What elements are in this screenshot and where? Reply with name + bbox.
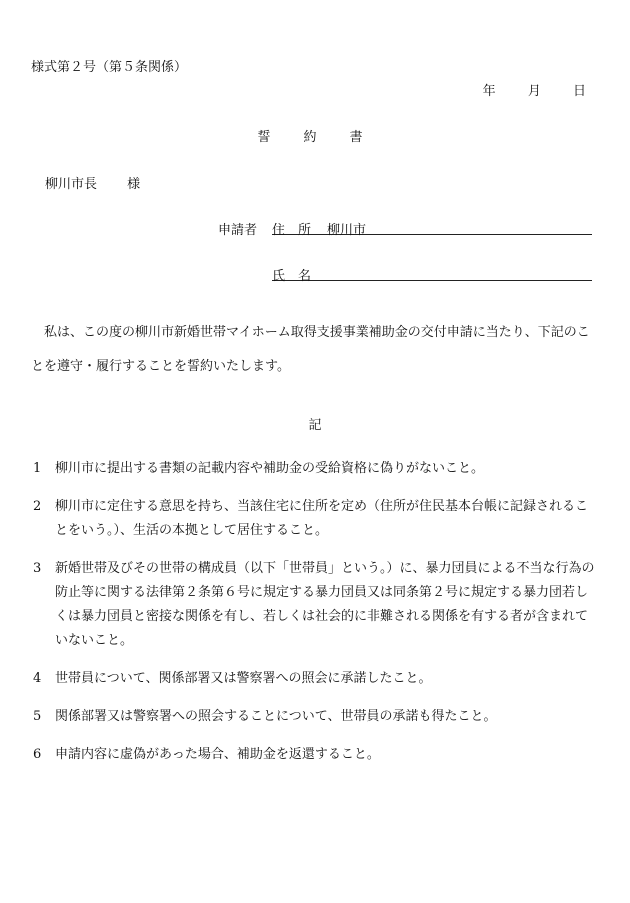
document-title: 誓 約 書 [257, 130, 373, 145]
address-value: 柳川市 [327, 223, 367, 238]
pledge-number: 2 [33, 499, 42, 514]
pledge-number: 4 [33, 671, 42, 686]
pledge-item [33, 743, 598, 767]
name-label: 氏 名 [272, 269, 312, 284]
pledge-text: 柳川市に提出する書類の記載内容や補助金の受給資格に偽りがないこと。 [55, 461, 485, 476]
date-day-label: 日 [572, 84, 586, 99]
address-field-line[interactable] [272, 218, 592, 235]
form-number: 様式第２号（第５条関係） [31, 60, 188, 75]
pledge-item [33, 705, 598, 729]
date-month-label: 月 [527, 84, 541, 99]
date-line [483, 80, 586, 99]
pledge-text: 世帯員について、関係部署又は警察署への照会に承諾したこと。 [55, 671, 432, 686]
pledge-item [33, 667, 598, 691]
addressee-honorific: 様 [127, 177, 141, 192]
pledge-item [33, 557, 598, 653]
pledge-text: 関係部署又は警察署への照会することについて、世帯員の承諾も得たこと。 [55, 709, 497, 724]
applicant-label: 申請者 [218, 223, 258, 238]
intro-paragraph: 私は、この度の柳川市新婚世帯マイホーム取得支援事業補助金の交付申請に当たり、下記のことを遵守・履行することを誓約いたします。 [31, 325, 590, 374]
date-year-label: 年 [482, 84, 496, 99]
pledge-item [33, 495, 598, 543]
addressee [45, 173, 140, 192]
pledge-number: 3 [33, 561, 42, 576]
pledge-number: 1 [33, 461, 42, 476]
pledge-number: 5 [33, 709, 42, 724]
pledge-text: 柳川市に定住する意思を持ち、当該住宅に住所を定め（住所が住民基本台帳に記録されることをいう。）、生活の本拠として居住すること。 [55, 499, 589, 538]
ki-heading: 記 [308, 418, 322, 433]
pledge-text: 申請内容に虚偽があった場合、補助金を返還すること。 [55, 747, 380, 762]
address-label: 住 所 [272, 223, 312, 238]
pledge-list [33, 457, 598, 781]
name-field-line[interactable] [272, 264, 592, 281]
pledge-text: 新婚世帯及びその世帯の構成員（以下「世帯員」という。）に、暴力団員による不当な行為の防止等に関する法律第２条第６号に規定する暴力団員又は同条第２号に規定する暴力団若しくは暴力団員と密接な関係を有し、若しくは社会的に非難される関係を有する者が含まれていないこと。 [55, 561, 595, 648]
addressee-name: 柳川市長 [45, 177, 98, 192]
pledge-number: 6 [33, 747, 42, 762]
pledge-item [33, 457, 598, 481]
